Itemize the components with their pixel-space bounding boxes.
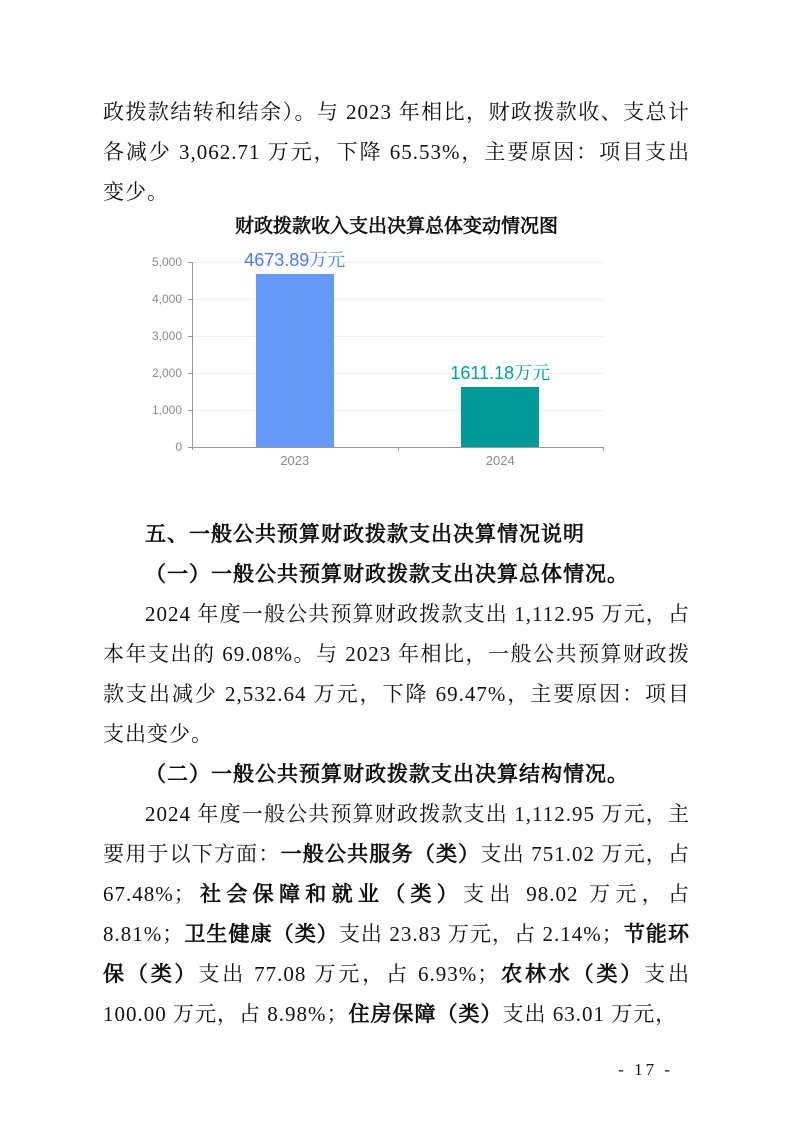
expense-category-name: 节能环保（类） (103, 922, 691, 986)
subsection-heading-5-1: （一）一般公共预算财政拨款支出决算总体情况。 (145, 562, 629, 586)
expense-category-name: 一般公共服务（类） (280, 842, 481, 866)
chart-title: 财政拨款收入支出决算总体变动情况图 (234, 216, 558, 237)
expense-category-name: 住房保障（类） (348, 1002, 503, 1026)
bar-2023 (256, 274, 334, 447)
paragraph-text: 支出 98.02 万元，占 8.81%； (103, 882, 691, 946)
paragraph-text: 支出 77.08 万元，占 6.93%； (198, 962, 500, 986)
paragraph-text: 支出 23.83 万元，占 2.14%； (338, 922, 624, 946)
y-axis (192, 262, 193, 450)
expense-category-name: 农林水（类） (499, 962, 645, 986)
bar-2024 (461, 387, 539, 447)
paragraph-text: 支出 63.01 万元， (502, 1002, 678, 1026)
funding-change-chart (103, 214, 690, 469)
y-axis-label: 2,000 (151, 366, 182, 380)
chart-canvas (147, 250, 609, 469)
paragraph-text: 支出 751.02 万元，占 67.48%； (103, 842, 691, 906)
y-axis-label: 4,000 (151, 292, 182, 306)
paragraph-5-1: 2024 年度一般公共预算财政拨款支出 1,112.95 万元，占本年支出的 69.08%。与 2023 年相比，一般公共预算财政拨款支出减少 2,532.64 万元，下降 69.47%，主要原因：项目支出变少。 (103, 602, 690, 746)
x-axis-tick (603, 447, 604, 451)
gridline (192, 410, 603, 411)
expense-category-name: 卫生健康（类） (184, 922, 339, 946)
y-axis-label: 3,000 (151, 329, 182, 343)
page-number: - 17 - (618, 1060, 673, 1079)
expense-category-name: 社会保障和就业（类） (195, 882, 464, 906)
paragraph-5-2 (103, 794, 690, 1034)
bar-value-label-2023: 4673.89万元 (244, 250, 346, 271)
paragraph-text: 支出 100.00 万元，占 8.98%； (103, 962, 691, 1026)
section-heading-5: 五、一般公共预算财政拨款支出决算情况说明 (145, 522, 585, 546)
x-axis-tick (398, 447, 399, 451)
paragraph-text: 2024 年度一般公共预算财政拨款支出 1,112.95 万元，主要用于以下方面： (103, 802, 690, 866)
y-axis-label: 1,000 (151, 403, 182, 417)
x-axis-category-label: 2024 (485, 453, 515, 468)
bar-value-label-2024: 1611.18万元 (450, 363, 551, 384)
x-axis-category-label: 2023 (280, 453, 310, 468)
paragraph-intro: 政拨款结转和结余）。与 2023 年相比，财政拨款收、支总计各减少 3,062.71 万元，下降 65.53%，主要原因：项目支出变少。 (103, 100, 690, 204)
gridline (192, 336, 603, 337)
subsection-heading-5-2: （二）一般公共预算财政拨款支出决算结构情况。 (145, 762, 629, 786)
gridline (192, 299, 603, 300)
y-axis-label: 5,000 (151, 255, 182, 269)
y-axis-label: 0 (175, 440, 182, 454)
